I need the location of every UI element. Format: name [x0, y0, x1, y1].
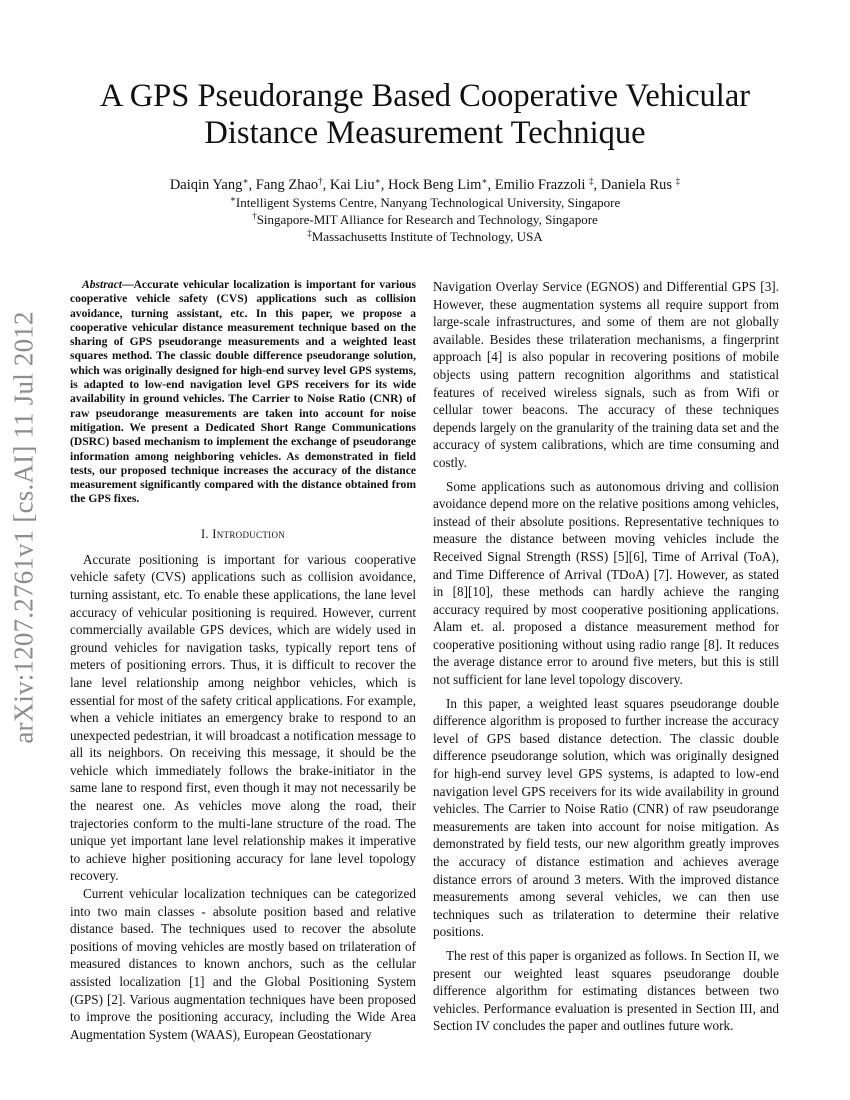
paragraph: Some applications such as autonomous driving and collision avoidance depend more on the relative positions among vehicles, instead of their absolute positions. Representative techniques to measure the distance between moving vehicles include the Received Signal Strength (RSS) [5][6], Time of Arrival (ToA), and Time Difference of Arrival (TDoA) [7]. However, as stated in [8][10], these methods can hardly achieve the ranging accuracy required by most cooperative positioning applications. Alam et. al. proposed a distance measurement method for cooperative positioning without using radio range [8]. It reduces the average distance error to around five meters, but this is still not sufficient for lane level topology discovery. — [433, 478, 779, 688]
abstract — [70, 278, 416, 507]
author: Hock Beng Lim∗, — [387, 176, 495, 193]
affiliation-list — [60, 194, 790, 245]
affiliation: †Singapore-MIT Alliance for Research and Technology, Singapore — [252, 211, 598, 227]
abstract-text: —Accurate vehicular localization is important for various cooperative vehicle safety (CVS) applications such as collision avoidance, turning assistant, etc. In this paper, we propose a cooperative vehicular distance measurement technique based on the sharing of GPS pseudorange measurements and a weighted least squares method. The classic double difference pseudorange solution, which was originally designed for high-end survey level GPS systems, is adapted to low-end navigation level GPS receivers for its wide availability in ground vehicles. The Carrier to Noise Ratio (CNR) of raw pseudorange measurements are taken into account for noise mitigation. We present a Dedicated Short Range Communications (DSRC) based mechanism to implement the exchange of pseudorange information among neighboring vehicles. As demonstrated in field tests, our proposed technique increases the accuracy of the distance measurement significantly compared with the distance obtained from the GPS fixes. — [70, 278, 416, 506]
affiliation: ∗Intelligent Systems Centre, Nanyang Technological University, Singapore — [229, 194, 621, 210]
arxiv-identifier-text: arXiv:1207.2761v1 [cs.AI] 11 Jul 2012 — [8, 310, 39, 744]
paragraph: Navigation Overlay Service (EGNOS) and Differential GPS [3]. However, these augmentation systems all require support from large-scale infrastructures, and some of them are not globally available. Besides these trilateration mechanisms, a fingerprint approach [4] is also popular in recovering positions of mobile objects using pattern recognition algorithms and statistical features of received wireless signals, such as from Wifi or cellular tower beacons. The accuracy of these techniques depends largely on the granularity of the training data set and the accuracy of system calibrations, which are time consuming and costly. — [433, 279, 779, 470]
paper-title — [60, 78, 790, 152]
title-line-1: A GPS Pseudorange Based Cooperative Vehicular — [99, 78, 751, 114]
paragraph: In this paper, a weighted least squares pseudorange double difference algorithm is proposed to further increase the accuracy level of GPS based distance detection. The classic double difference pseudorange solution, which was originally designed for high-end survey level GPS systems, is adapted to low-end navigation level GPS receivers for its wide availability in ground vehicles. The Carrier to Noise Ratio (CNR) of raw pseudorange measurements are taken into account for noise mitigation. As demonstrated by field tests, our new algorithm greatly improves the accuracy of distance estimation and achieves average distance errors of around 3 meters. With the improved distance measurements among several vehicles, we can then use techniques such as trilateration to determine their relative positions. — [433, 695, 779, 940]
paragraph: Accurate positioning is important for various cooperative vehicle safety (CVS) applications such as collision avoidance, turning assistant, etc. To enable these applications, the lane level accuracy of vehicular positioning is required. However, current commercially available GPS devices, which are widely used in ground vehicles for navigation tasks, typically report tens of meters of positioning errors. Thus, it is difficult to recover the lane level relationship among neighbor vehicles, which is essential for most of the safety critical applications. For example, when a vehicle initiates an emergency brake to respond to an unexpected pedestrian, it will broadcast a notification message to all its neighbors. On receiving this message, it should be the vehicle which immediately follows the brake-initiator in the same lane to respond first, even though it may not necessarily be the nearest one. As vehicles move along the road, their trajectories conform to the multi-lane structure of the road. The unique yet important lane level relationship makes it imperative to achieve higher positioning accuracy for lane level topology recovery. — [70, 551, 416, 884]
author: Daiqin Yang∗, — [169, 176, 256, 193]
paragraph: Current vehicular localization techniques can be categorized into two main classes - absolute position based and relative distance based. The techniques used to recover the absolute positions of moving vehicles are mostly based on trilateration of measured distances to known anchors, such as the cellular assisted localization [1] and the Global Positioning System (GPS) [2]. Various augmentation techniques have been proposed to improve the positioning accuracy, including the Wide Area Augmentation System (WAAS), European Geostationary — [70, 886, 416, 1042]
author: Fang Zhao†, — [255, 176, 330, 193]
author: Daniela Rus ‡ — [600, 176, 681, 193]
section-heading-introduction: I. Introduction — [200, 526, 286, 541]
author: Kai Liu∗, — [329, 176, 388, 193]
right-column — [433, 278, 779, 1035]
title-line-2: Distance Measurement Technique — [204, 115, 646, 151]
author: Emilio Frazzoli ‡, — [494, 176, 601, 193]
abstract-label: Abstract — [82, 278, 122, 291]
affiliation: ‡Massachusetts Institute of Technology, USA — [307, 228, 543, 244]
left-column — [70, 278, 416, 1043]
paragraph: The rest of this paper is organized as follows. In Section II, we present our weighted least squares pseudorange double difference algorithm for estimating distances between two vehicles. Performance evaluation is presented in Section III, and Section IV concludes the paper and outlines future work. — [433, 947, 779, 1034]
arxiv-identifier — [2, 292, 46, 762]
author-list — [60, 176, 790, 194]
